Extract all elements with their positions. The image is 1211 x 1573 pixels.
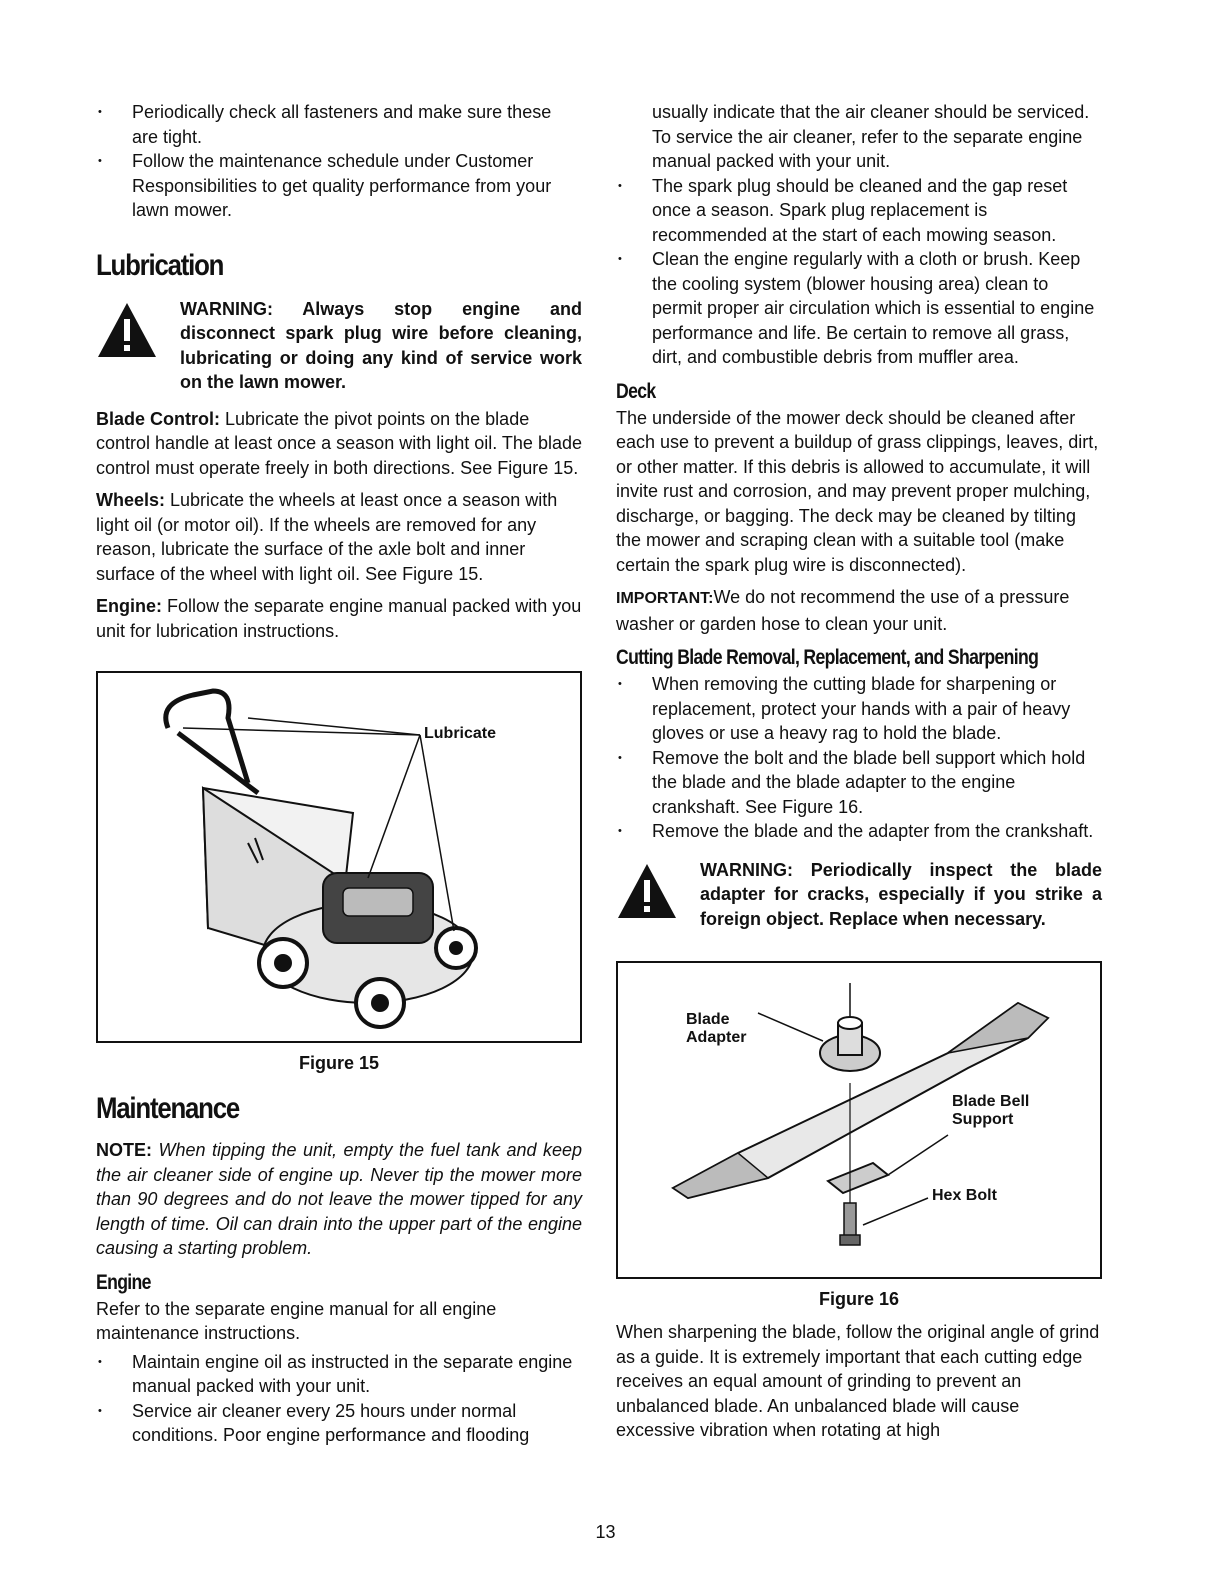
subheading-cutting-blade: Cutting Blade Removal, Replacement, and Sharpening (616, 646, 1039, 669)
engine-maintenance-paragraph: Refer to the separate engine manual for all engine maintenance instructions. (96, 1298, 497, 1343)
figure-16-frame (616, 961, 1102, 1279)
important-text: We do not recommend the use of a pressure washer or garden hose to clean your unit. (616, 587, 1070, 634)
note-paragraph (96, 1138, 582, 1261)
sharpening-paragraph: When sharpening the blade, follow the original angle of grind as a guide. It is extremely important that each cutting edge receives an equal amount of grinding to prevent an unbalanced blade. An unbalanced blade will cause excessive vibration when rotating at high (616, 1322, 1100, 1440)
page-number: 13 (595, 1522, 616, 1542)
blade-bell-support-label: Blade Bell Support (952, 1093, 1030, 1128)
important-paragraph (616, 585, 1102, 636)
subheading-deck: Deck (616, 379, 656, 403)
left-column (96, 100, 582, 1448)
blade-bullet-list (616, 672, 1102, 844)
subheading-engine: Engine (96, 1270, 151, 1294)
blade-control-paragraph (96, 407, 582, 481)
list-item: • Remove the blade and the adapter from the crankshaft. (616, 819, 1102, 844)
list-item: • Follow the maintenance schedule under Customer Responsibilities to get quality performance from your lawn mower. (96, 149, 582, 223)
warning-triangle-icon (616, 862, 678, 920)
wheels-text: Lubricate the wheels at least once a season with light oil (or motor oil). If the wheels are removed for any reason, lubricate the surface of the axle bolt and inner surface of the wheel with light oil. See Figure 15. (96, 490, 558, 584)
section-title-maintenance: Maintenance (96, 1092, 240, 1125)
engine-text: Follow the separate engine manual packed with you unit for lubrication instructions. (96, 596, 582, 641)
figure-15-frame (96, 671, 582, 1043)
lubricate-label: Lubricate (424, 725, 497, 742)
list-item: • Maintain engine oil as instructed in the separate engine manual packed with your unit. (96, 1350, 582, 1399)
air-cleaner-continued: usually indicate that the air cleaner should be serviced. To service the air cleaner, refer to the separate engine manual packed with your unit. (652, 102, 1090, 171)
warning-triangle-icon (96, 301, 158, 359)
list-item: • Remove the bolt and the blade bell support which hold the blade and the blade adapter to the engine crankshaft. See Figure 16. (616, 746, 1102, 820)
warning-box-lubrication (96, 297, 582, 395)
wheels-paragraph (96, 488, 582, 586)
engine-lead: Engine: (96, 596, 162, 616)
right-column (616, 100, 1102, 1451)
list-item: • Service air cleaner every 25 hours under normal conditions. Poor engine performance and flooding (96, 1399, 582, 1448)
list-item: • When removing the cutting blade for sharpening or replacement, protect your hands with a pair of heavy gloves or use a heavy rag to hold the blade. (616, 672, 1102, 746)
warning-text: WARNING: Always stop engine and disconnect spark plug wire before cleaning, lubricating or doing any kind of service work on the lawn mower. (180, 298, 582, 392)
warning-text: WARNING: Periodically inspect the blade adapter for cracks, especially if you strike a foreign object. Replace when necessary. (700, 859, 1102, 929)
engine-care-bullet-list (616, 174, 1102, 370)
lawn-mower-illustration (98, 673, 580, 1041)
wheels-lead: Wheels: (96, 490, 166, 510)
blade-control-lead: Blade Control: (96, 408, 220, 429)
list-item: • Periodically check all fasteners and make sure these are tight. (96, 100, 582, 149)
warning-box-blade (616, 858, 1102, 932)
blade-adapter-label: Blade Adapter (686, 1011, 747, 1046)
figure-16-caption: Figure 16 (818, 1289, 900, 1309)
section-title-lubrication: Lubrication (96, 248, 224, 282)
important-lead: IMPORTANT: (616, 590, 714, 607)
list-item: • Clean the engine regularly with a cloth or brush. Keep the cooling system (blower housing area) clean to permit proper air circulation which is essential to engine performance and life. Be certain to remove all grass, dirt, and combustible debris from muffler area. (616, 247, 1102, 370)
list-item: • The spark plug should be cleaned and the gap reset once a season. Spark plug replacement is recommended at the start of each mowing season. (616, 174, 1102, 248)
blade-control-text: Lubricate the pivot points on the blade control handle at least once a season with light oil. The blade control must operate freely in both directions. See Figure 15. (96, 408, 582, 478)
hex-bolt-label: Hex Bolt (932, 1187, 997, 1204)
engine-bullet-list (96, 1350, 582, 1448)
engine-lube-paragraph (96, 594, 582, 643)
note-lead: NOTE: (96, 1140, 152, 1160)
deck-paragraph: The underside of the mower deck should be cleaned after each use to prevent a buildup of grass clippings, leaves, dirt, or other matter. If this debris is allowed to accumulate, it will invite rust and corrosion, and may prevent proper mulching, discharge, or bagging. The deck may be cleaned by tilting the mower and scraping clean with a suitable tool (make certain the spark plug wire is disconnected). (616, 407, 1099, 575)
figure-15-caption: Figure 15 (298, 1053, 380, 1073)
note-text: When tipping the unit, empty the fuel tank and keep the air cleaner side of engine up. Never tip the mower more than 90 degrees and do not leave the mower tipped for any length of time. Oil can drain into the upper part of the engine causing a starting problem. (96, 1140, 582, 1258)
intro-bullet-list (96, 100, 582, 223)
